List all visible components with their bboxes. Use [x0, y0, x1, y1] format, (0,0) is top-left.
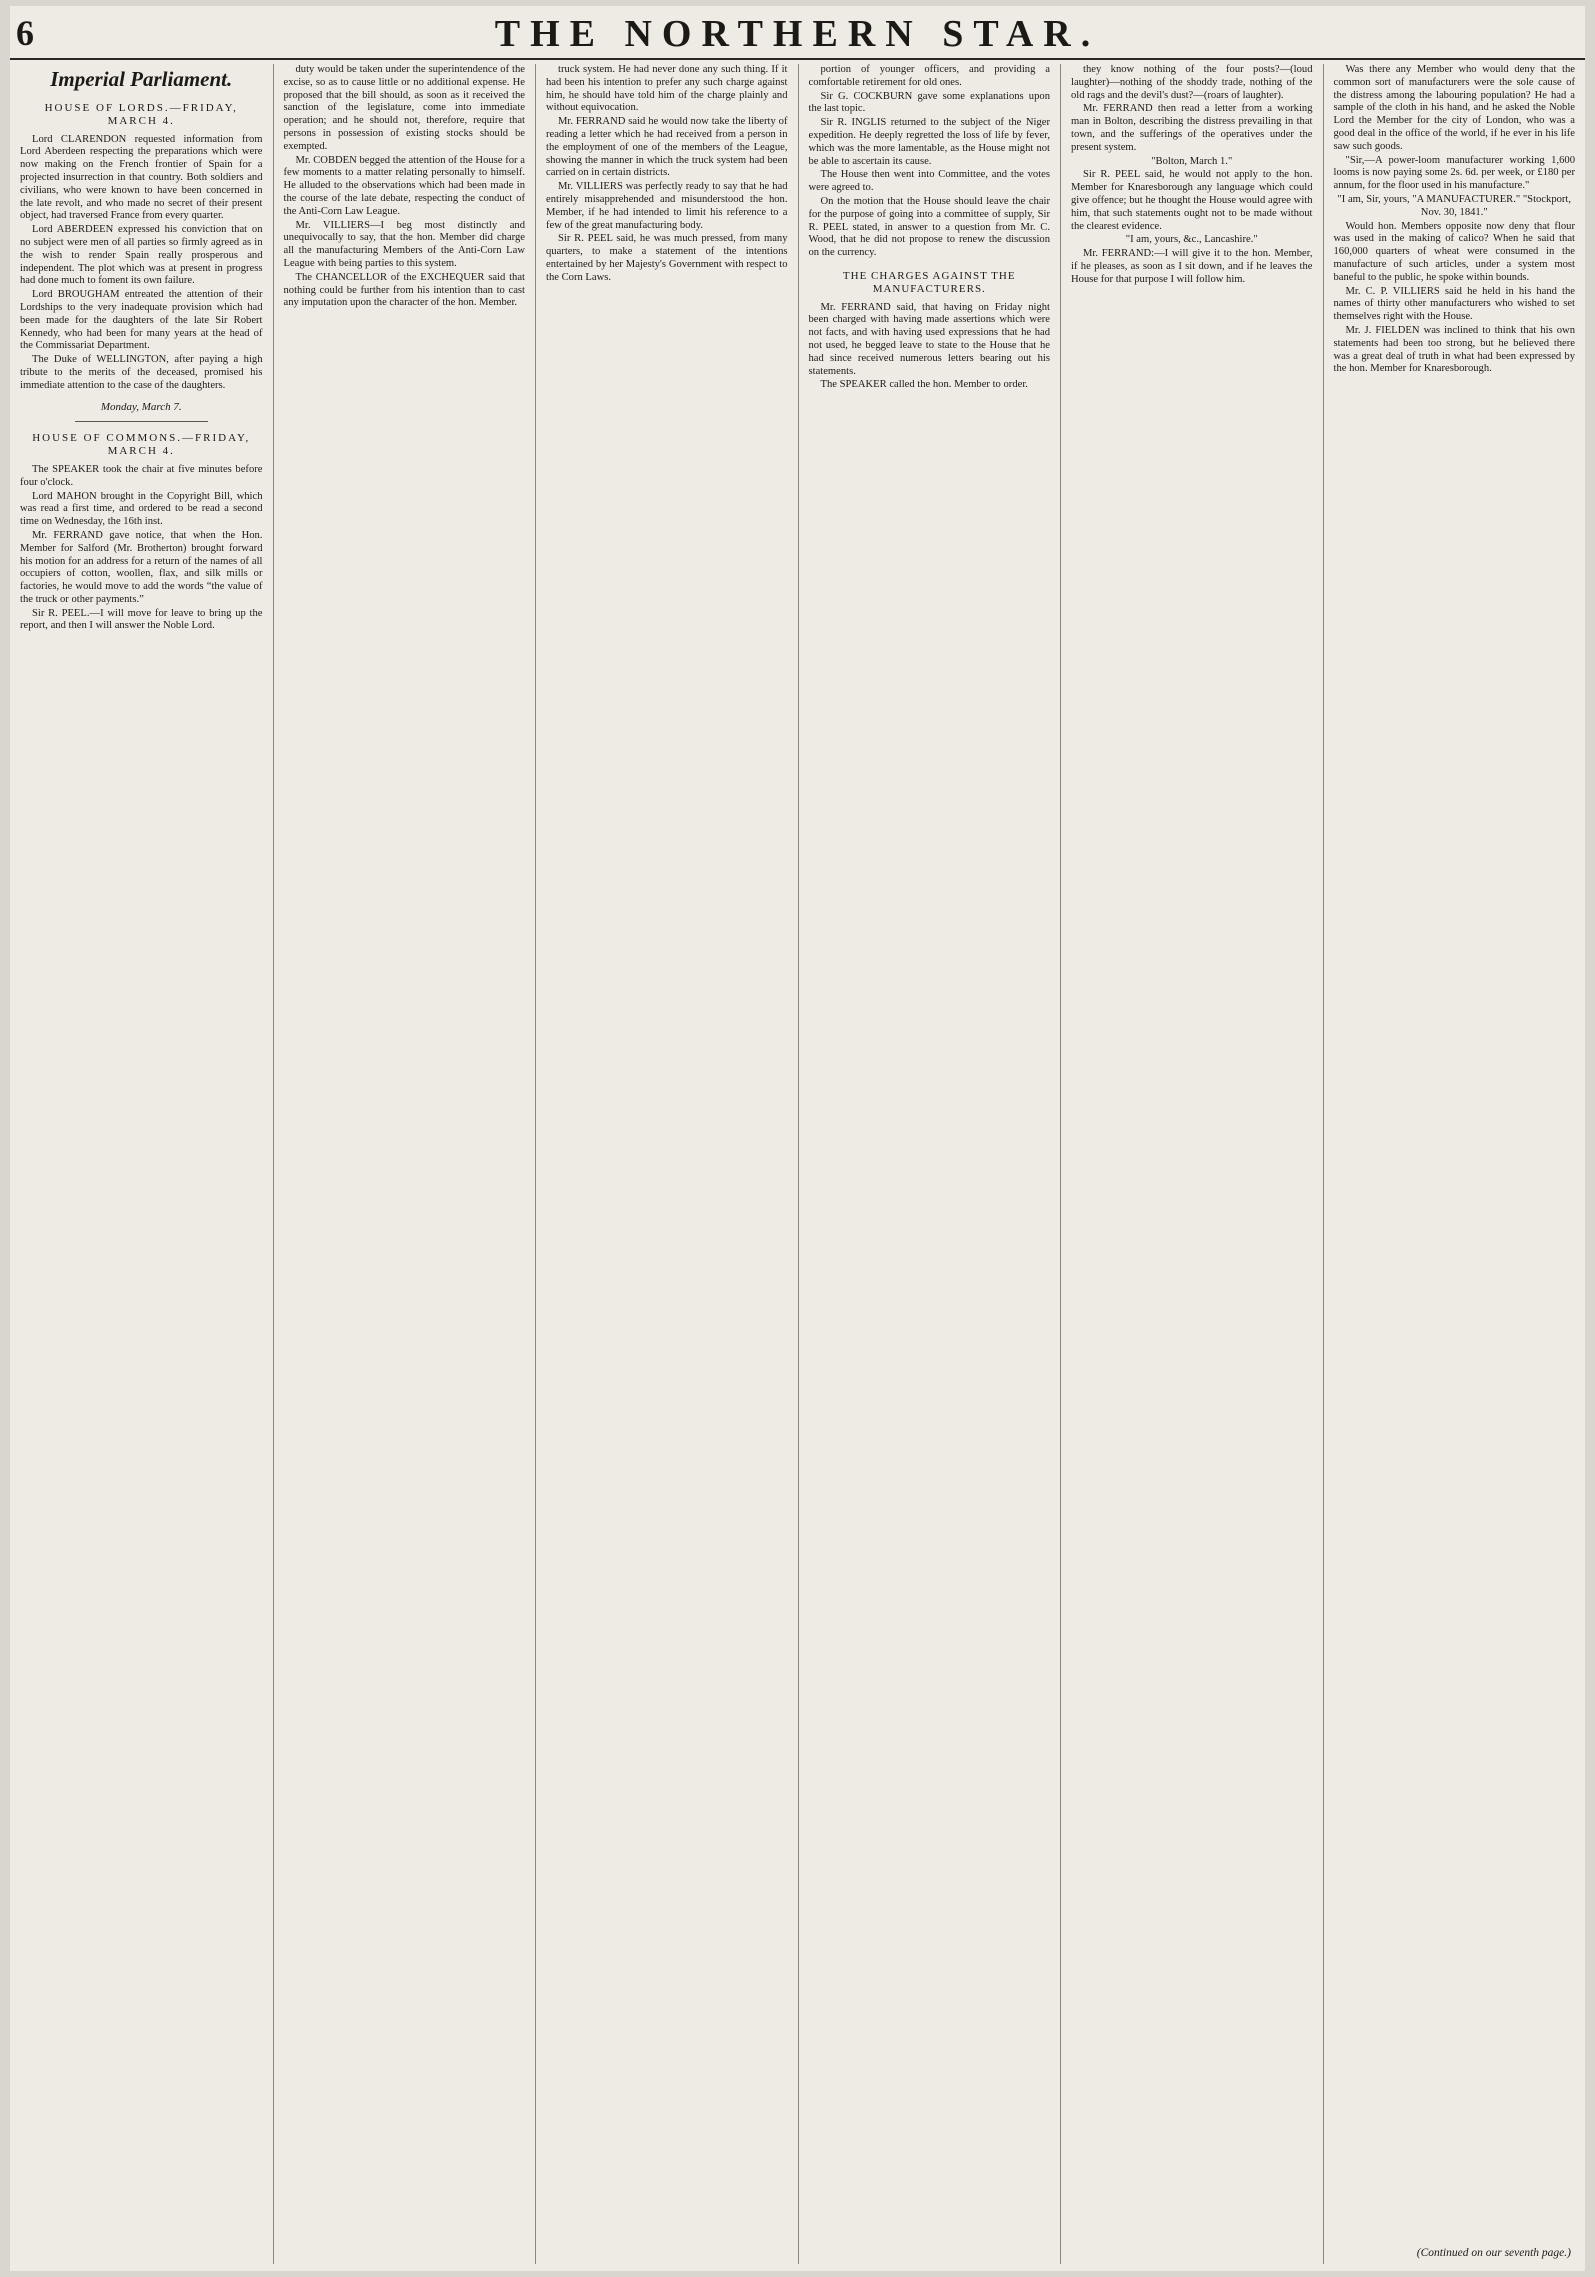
paragraph: Mr. FERRAND said he would now take the liberty of reading a letter which he had received from a person in the employment of one of the members of the League, showing the manner in which the truck system had been carried on in certain districts. — [546, 116, 788, 179]
paragraph: The CHANCELLOR of the EXCHEQUER said that nothing could be further from his intention than to cast any imputation upon the character of the hon. Member. — [283, 271, 525, 309]
paragraph: The Duke of WELLINGTON, after paying a high tribute to the merits of the deceased, promised his immediate attention to the case of the daughters. — [20, 354, 263, 391]
column-6 — [1323, 64, 1586, 2264]
paragraph: they know nothing of the four posts?—(loud laughter)—nothing of the shoddy trade, nothing of the old rags and the devil's dust?—(roars of laughter). — [1071, 64, 1313, 101]
paragraph: Mr. FERRAND said, that having on Friday night been charged with having made assertions which were not facts, and with having used expressions that he had not used, he begged leave to state to the House that he had since received numerous letters bearing out his statements. — [808, 301, 1050, 377]
paragraph: Sir R. PEEL.—I will move for leave to bring up the report, and then I will answer the Noble Lord. — [20, 607, 263, 632]
paragraph: "Sir,—A power-loom manufacturer working 1,600 looms is now paying some 2s. 6d. per week, or £180 per annum, for the floor used in his manufacture." — [1333, 154, 1575, 192]
paragraph: truck system. He had never done any such thing. If it had been his intention to prefer any such charge against him, he should have told him of the charge plainly and without equivocation. — [546, 64, 788, 114]
commons-heading: HOUSE OF COMMONS.—FRIDAY, MARCH 4. — [32, 432, 251, 458]
paragraph: Sir R. INGLIS returned to the subject of the Niger expedition. He deeply regretted the loss of life by fever, which was the more lamentable, as the House might not be able to ascertain its cause. — [808, 117, 1050, 167]
charges-subheading: THE CHARGES AGAINST THE MANUFACTURERS. — [842, 269, 1016, 295]
newspaper-title: THE NORTHERN STAR. — [494, 13, 1101, 55]
article-columns — [10, 64, 1585, 2264]
paragraph: Sir R. PEEL said, he was much pressed, from many quarters, to make a statement of the intentions entertained by her Majesty's Government with respect to the Corn Laws. — [546, 233, 788, 283]
lords-heading: HOUSE OF LORDS.—FRIDAY, MARCH 4. — [44, 102, 238, 127]
paragraph: Mr. FERRAND then read a letter from a working man in Bolton, describing the distress prevailing in that town, and the sufferings of the operatives under the present system. — [1071, 103, 1313, 153]
column-1 — [10, 64, 273, 2264]
paragraph: Mr. FERRAND:—I will give it to the hon. Member, if he pleases, as soon as I sit down, and if he leaves the House for that purpose I will follow him. — [1071, 248, 1313, 285]
column-4 — [798, 64, 1061, 2264]
paragraph: duty would be taken under the superintendence of the excise, so as to cause little or no additional expense. He proposed that the bill should, as soon as it received the sanction of the legislature, come into immediate operation; and he should not, therefore, require that persons in possession of existing stocks should be exempted. — [283, 64, 525, 152]
paragraph: Mr. C. P. VILLIERS said he held in his hand the names of thirty other manufacturers who wished to set themselves right with the House. — [1333, 285, 1575, 323]
paragraph: On the motion that the House should leave the chair for the purpose of going into a committee of supply, Sir R. PEEL stated, in answer to a question from Mr. C. Wood, that he did not propose to renew the discussion on the currency. — [808, 195, 1050, 259]
letter-close: "I am, yours, &c., Lancashire." — [1125, 234, 1258, 246]
divider — [75, 421, 208, 422]
paragraph: Mr. FERRAND gave notice, that when the Hon. Member for Salford (Mr. Brotherton) brought forward his motion for an address for a return of the names of all occupiers of cotton, woollen, flax, and silk mills or factories, he would move to add the words “the value of the truck or other payments.” — [20, 529, 263, 605]
paragraph: The House then went into Committee, and the votes were agreed to. — [808, 169, 1050, 194]
masthead — [10, 6, 1585, 60]
paragraph: The SPEAKER took the chair at five minutes before four o'clock. — [20, 463, 263, 488]
column-2 — [273, 64, 536, 2264]
paragraph: Mr. COBDEN begged the attention of the House for a few moments to a matter relating personally to himself. He alluded to the observations which had been made in the course of the late debate, respecting the conduct of the Anti-Corn Law League. — [283, 154, 525, 217]
paragraph: Mr. VILLIERS—I beg most distinctly and unequivocally to say, that the hon. Member did charge all the manufacturing Members of the Anti-Corn Law League with being parties to this system. — [283, 219, 525, 269]
paragraph: Sir G. COCKBURN gave some explanations upon the last topic. — [808, 90, 1050, 115]
paragraph: Mr. VILLIERS was perfectly ready to say that he had entirely misapprehended and misunderstood the hon. Member, if he had intended to limit his reference to a few of the great manufacturing body. — [546, 181, 788, 231]
page-number: 6 — [16, 13, 34, 53]
letter-signature: "I am, Sir, yours, "A MANUFACTURER." "Stockport, Nov. 30, 1841." — [1337, 193, 1572, 218]
paragraph: Lord MAHON brought in the Copyright Bill, which was read a first time, and ordered to be read a second time on Wednesday, the 16th inst. — [20, 490, 263, 528]
paragraph: Would hon. Members opposite now deny that flour was used in the making of calico? When he said that 160,000 quarters of wheat were consumed in the manufacture of such articles, under a system most baneful to the public, he spoke within bounds. — [1333, 220, 1575, 283]
paragraph: Mr. J. FIELDEN was inclined to think that his own statements had been too strong, but he believed there was a great deal of truth in what had been expressed by the hon. Member for Knaresborough. — [1333, 324, 1575, 375]
newspaper-page — [10, 6, 1585, 2271]
paragraph: portion of younger officers, and providing a comfortable retirement for old ones. — [808, 64, 1050, 88]
section-title: Imperial Parliament. — [50, 67, 233, 91]
paragraph: The SPEAKER called the hon. Member to order. — [820, 379, 1028, 391]
column-5 — [1060, 64, 1323, 2264]
paragraph: Lord ABERDEEN expressed his conviction that on no subject were men of all parties so firmly agreed as in the wish to render Spain really prosperous and independent. The plot which was at present in progress had done much to foment its own failure. — [20, 224, 263, 287]
column-3 — [535, 64, 798, 2264]
paragraph: Was there any Member who would deny that the common sort of manufacturers were the sole cause of the distress among the labouring population? He had a sample of the cloth in his hand, and he asked the Noble Lord the Member for the city of London, who was a good deal in the office of the world, if he ever in his life saw such goods. — [1333, 64, 1575, 152]
paragraph: Lord CLARENDON requested information from Lord Aberdeen respecting the preparations which were now making on the French frontier of Spain for a projected insurrection in that country. Both soldiers and civilians, who were known to have been concerned in the late revolt, and who made no secret of their present object, had traversed France from every quarter. — [20, 133, 263, 222]
paragraph: Sir R. PEEL said, he would not apply to the hon. Member for Knaresborough any language which could give offence; but he thought the House would agree with him, that such statements ought not to be made without the clearest evidence. — [1071, 169, 1313, 232]
continued-note: (Continued on our seventh page.) — [1416, 2247, 1571, 2260]
letter-signoff: "Bolton, March 1." — [1151, 155, 1233, 167]
dateline-monday: Monday, March 7. — [100, 400, 182, 413]
paragraph: Lord BROUGHAM entreated the attention of their Lordships to the very inadequate provision which had been made for the daughters of the late Sir Robert Kennedy, who had been for many years at the head of the Commissariat Department. — [20, 289, 263, 352]
